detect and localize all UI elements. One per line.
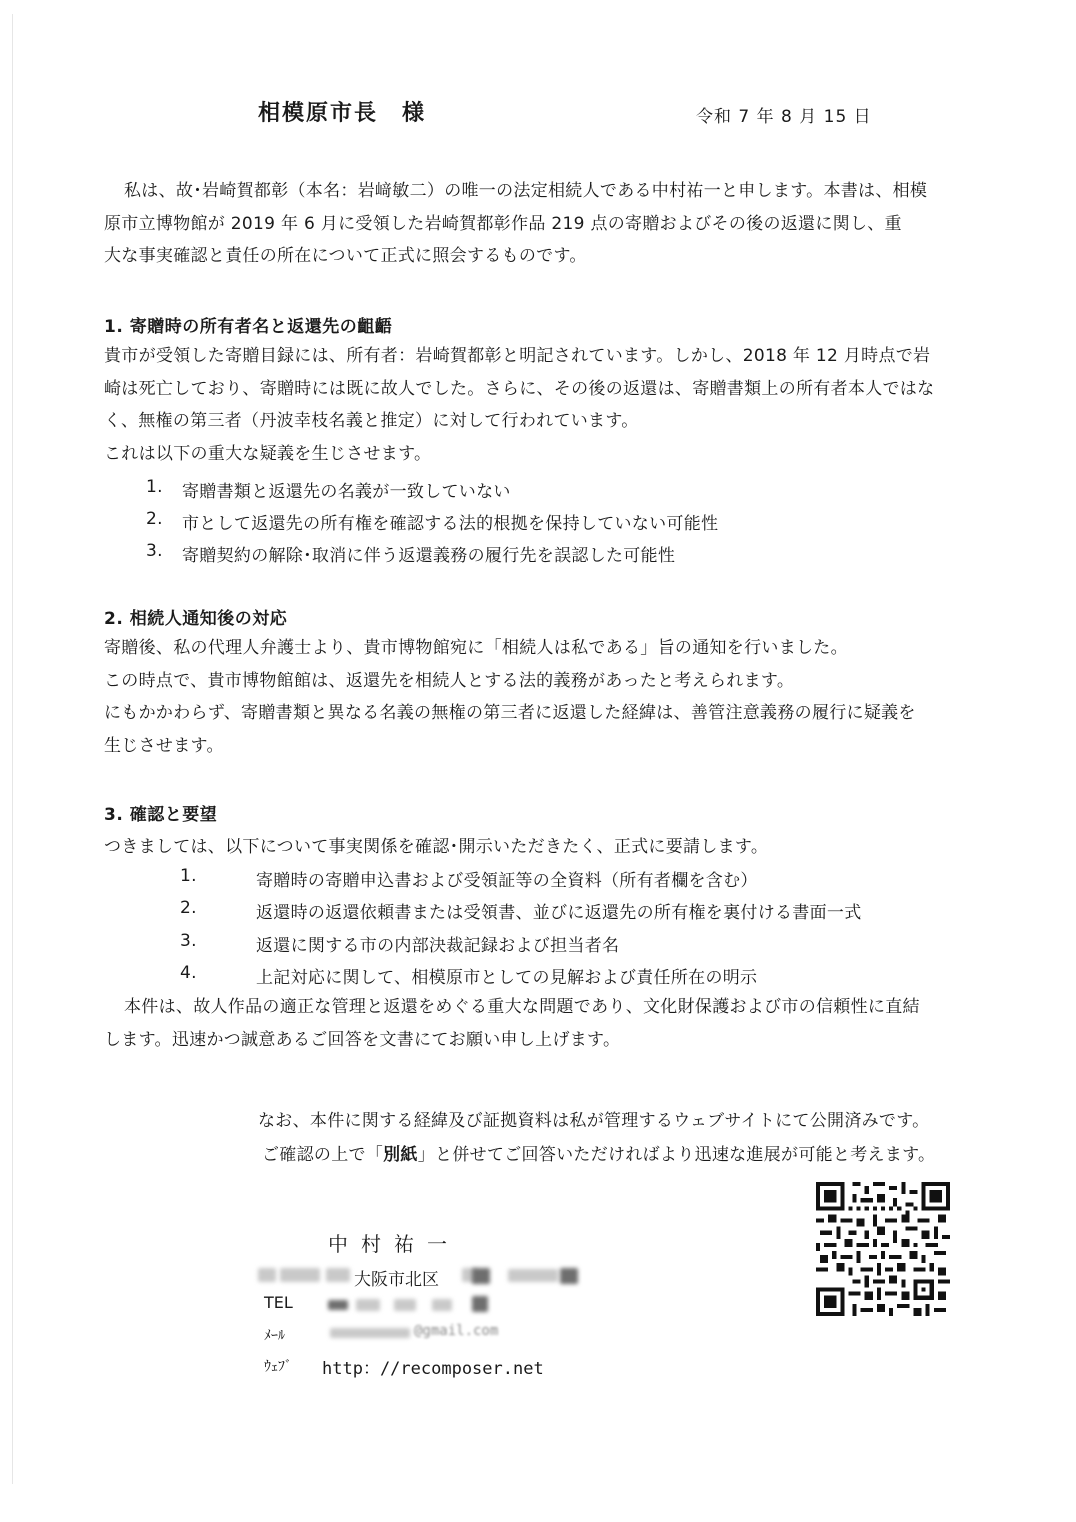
item-text: 市として返還先の所有権を確認する法的根拠を保持していない可能性 [182,514,719,534]
redacted-address [472,1268,490,1284]
item-text: 返還に関する市の内部決裁記録および担当者名 [256,936,620,956]
item-number: 3. [180,931,197,951]
item-text: 寄贈時の寄贈申込書および受領証等の全資料（所有者欄を含む） [256,871,758,891]
note-text: 」と併せてご回答いただければより迅速な進展が可能と考えます。 [417,1145,936,1165]
note-line [262,1140,935,1165]
tel-label: TEL [264,1293,293,1312]
redacted-tel [356,1299,380,1311]
intro-line: 私は、故･岩崎賀都彰（本名：岩﨑敏二）の唯一の法定相続人である中村祐一と申します。本書は、相模 [124,181,928,201]
addressee: 相模原市長 様 [258,101,427,126]
mail-value: @gmail.com [414,1323,499,1339]
note-line: なお、本件に関する経緯及び証拠資料は私が管理するウェブサイトにて公開済みです。 [258,1111,930,1131]
section1-line: これは以下の重大な疑義を生じさせます。 [104,443,432,464]
item-number: 1. [180,866,197,886]
section1-body [104,340,974,470]
item-number: 4. [180,963,197,983]
mail-label: ﾒｰﾙ [264,1328,285,1344]
redacted-tel [472,1296,488,1312]
section1-line: く、無権の第三者（丹波幸枝名義と推定）に対して行われています。 [104,411,639,431]
section2-heading: 2. 相続人通知後の対応 [104,609,288,629]
redacted-tel [394,1299,416,1311]
section3-heading: 3. 確認と要望 [104,805,218,825]
section3-closing [104,991,974,1056]
section1-item [146,541,676,566]
document-date: 令和 7 年 8 月 15 日 [696,107,872,127]
redacted-tel [432,1299,452,1311]
section1-item [146,477,511,502]
closing-line: します。迅速かつ誠意あるご回答を文書にてお願い申し上げます。 [104,1029,621,1050]
item-number: 2. [146,509,163,529]
redacted-mail [330,1328,410,1338]
section1-heading: 1. 寄贈時の所有者名と返還先の齟齬 [104,317,393,337]
section2-body [104,632,974,762]
redacted-postcode [326,1268,350,1282]
intro-line: 原市立博物館が 2019 年 6 月に受領した岩崎賀都彰作品 219 点の寄贈およびその後の返還に関し、重 [104,213,902,234]
redacted-postcode [280,1268,320,1282]
signer-name: 中村祐一 [328,1232,460,1256]
section1-line: 貴市が受領した寄贈目録には、所有者：岩崎賀都彰と明記されています。しかし、2018 年 12 月時点で岩 [104,346,931,366]
item-text: 寄贈契約の解除･取消に伴う返還義務の履行先を誤認した可能性 [182,546,676,566]
section2-line: この時点で、貴市博物館館は、返還先を相続人とする法的義務があったと考えられます。 [104,670,795,691]
section1-line: 崎は死亡しており、寄贈時には既に故人でした。さらに、その後の返還は、寄贈書類上の所有者本人ではな [104,378,935,399]
section3-item [180,898,862,923]
section3-item [180,866,758,891]
closing-line: 本件は、故人作品の適正な管理と返還をめぐる重大な問題であり、文化財保護および市の信頼性に直結 [124,997,920,1017]
item-number: 3. [146,541,163,561]
redacted-address [560,1268,578,1284]
qr-code-icon [816,1182,950,1316]
section3-item [180,931,620,956]
section2-line: 生じさせます。 [104,735,224,756]
item-number: 2. [180,898,197,918]
item-text: 上記対応に関して、相模原市としての見解および責任所在の明示 [256,968,758,988]
signer-address: 大阪市北区 [354,1270,439,1290]
section3-intro: つきましては、以下について事実関係を確認･開示いただきたく、正式に要請します。 [104,837,769,857]
section2-line: 寄贈後、私の代理人弁護士より、貴市博物館宛に「相続人は私である」旨の通知を行いました。 [104,638,848,658]
redacted-postcode [258,1268,276,1282]
redacted-address [508,1269,558,1282]
item-number: 1. [146,477,163,497]
item-text: 返還時の返還依頼書または受領書、並びに返還先の所有権を裏付ける書面一式 [256,903,862,923]
website-url[interactable]: http：//recomposer.net [322,1359,544,1379]
note-text: ご確認の上で「 [262,1145,384,1165]
section2-line: にもかかわらず、寄贈書類と異なる名義の無権の第三者に返還した経緯は、善管注意義務の履行に疑義を [104,703,916,723]
item-text: 寄贈書類と返還先の名義が一致していない [182,482,511,502]
intro-line: 大な事実確認と責任の所在について正式に照会するものです。 [104,246,587,266]
web-label: ｳｪﾌﾞ [264,1359,292,1375]
section3-item [180,963,758,988]
intro-paragraph [104,175,974,273]
attachment-emphasis: 別紙 [383,1145,418,1165]
section1-item [146,509,719,534]
redacted-tel [328,1300,348,1310]
